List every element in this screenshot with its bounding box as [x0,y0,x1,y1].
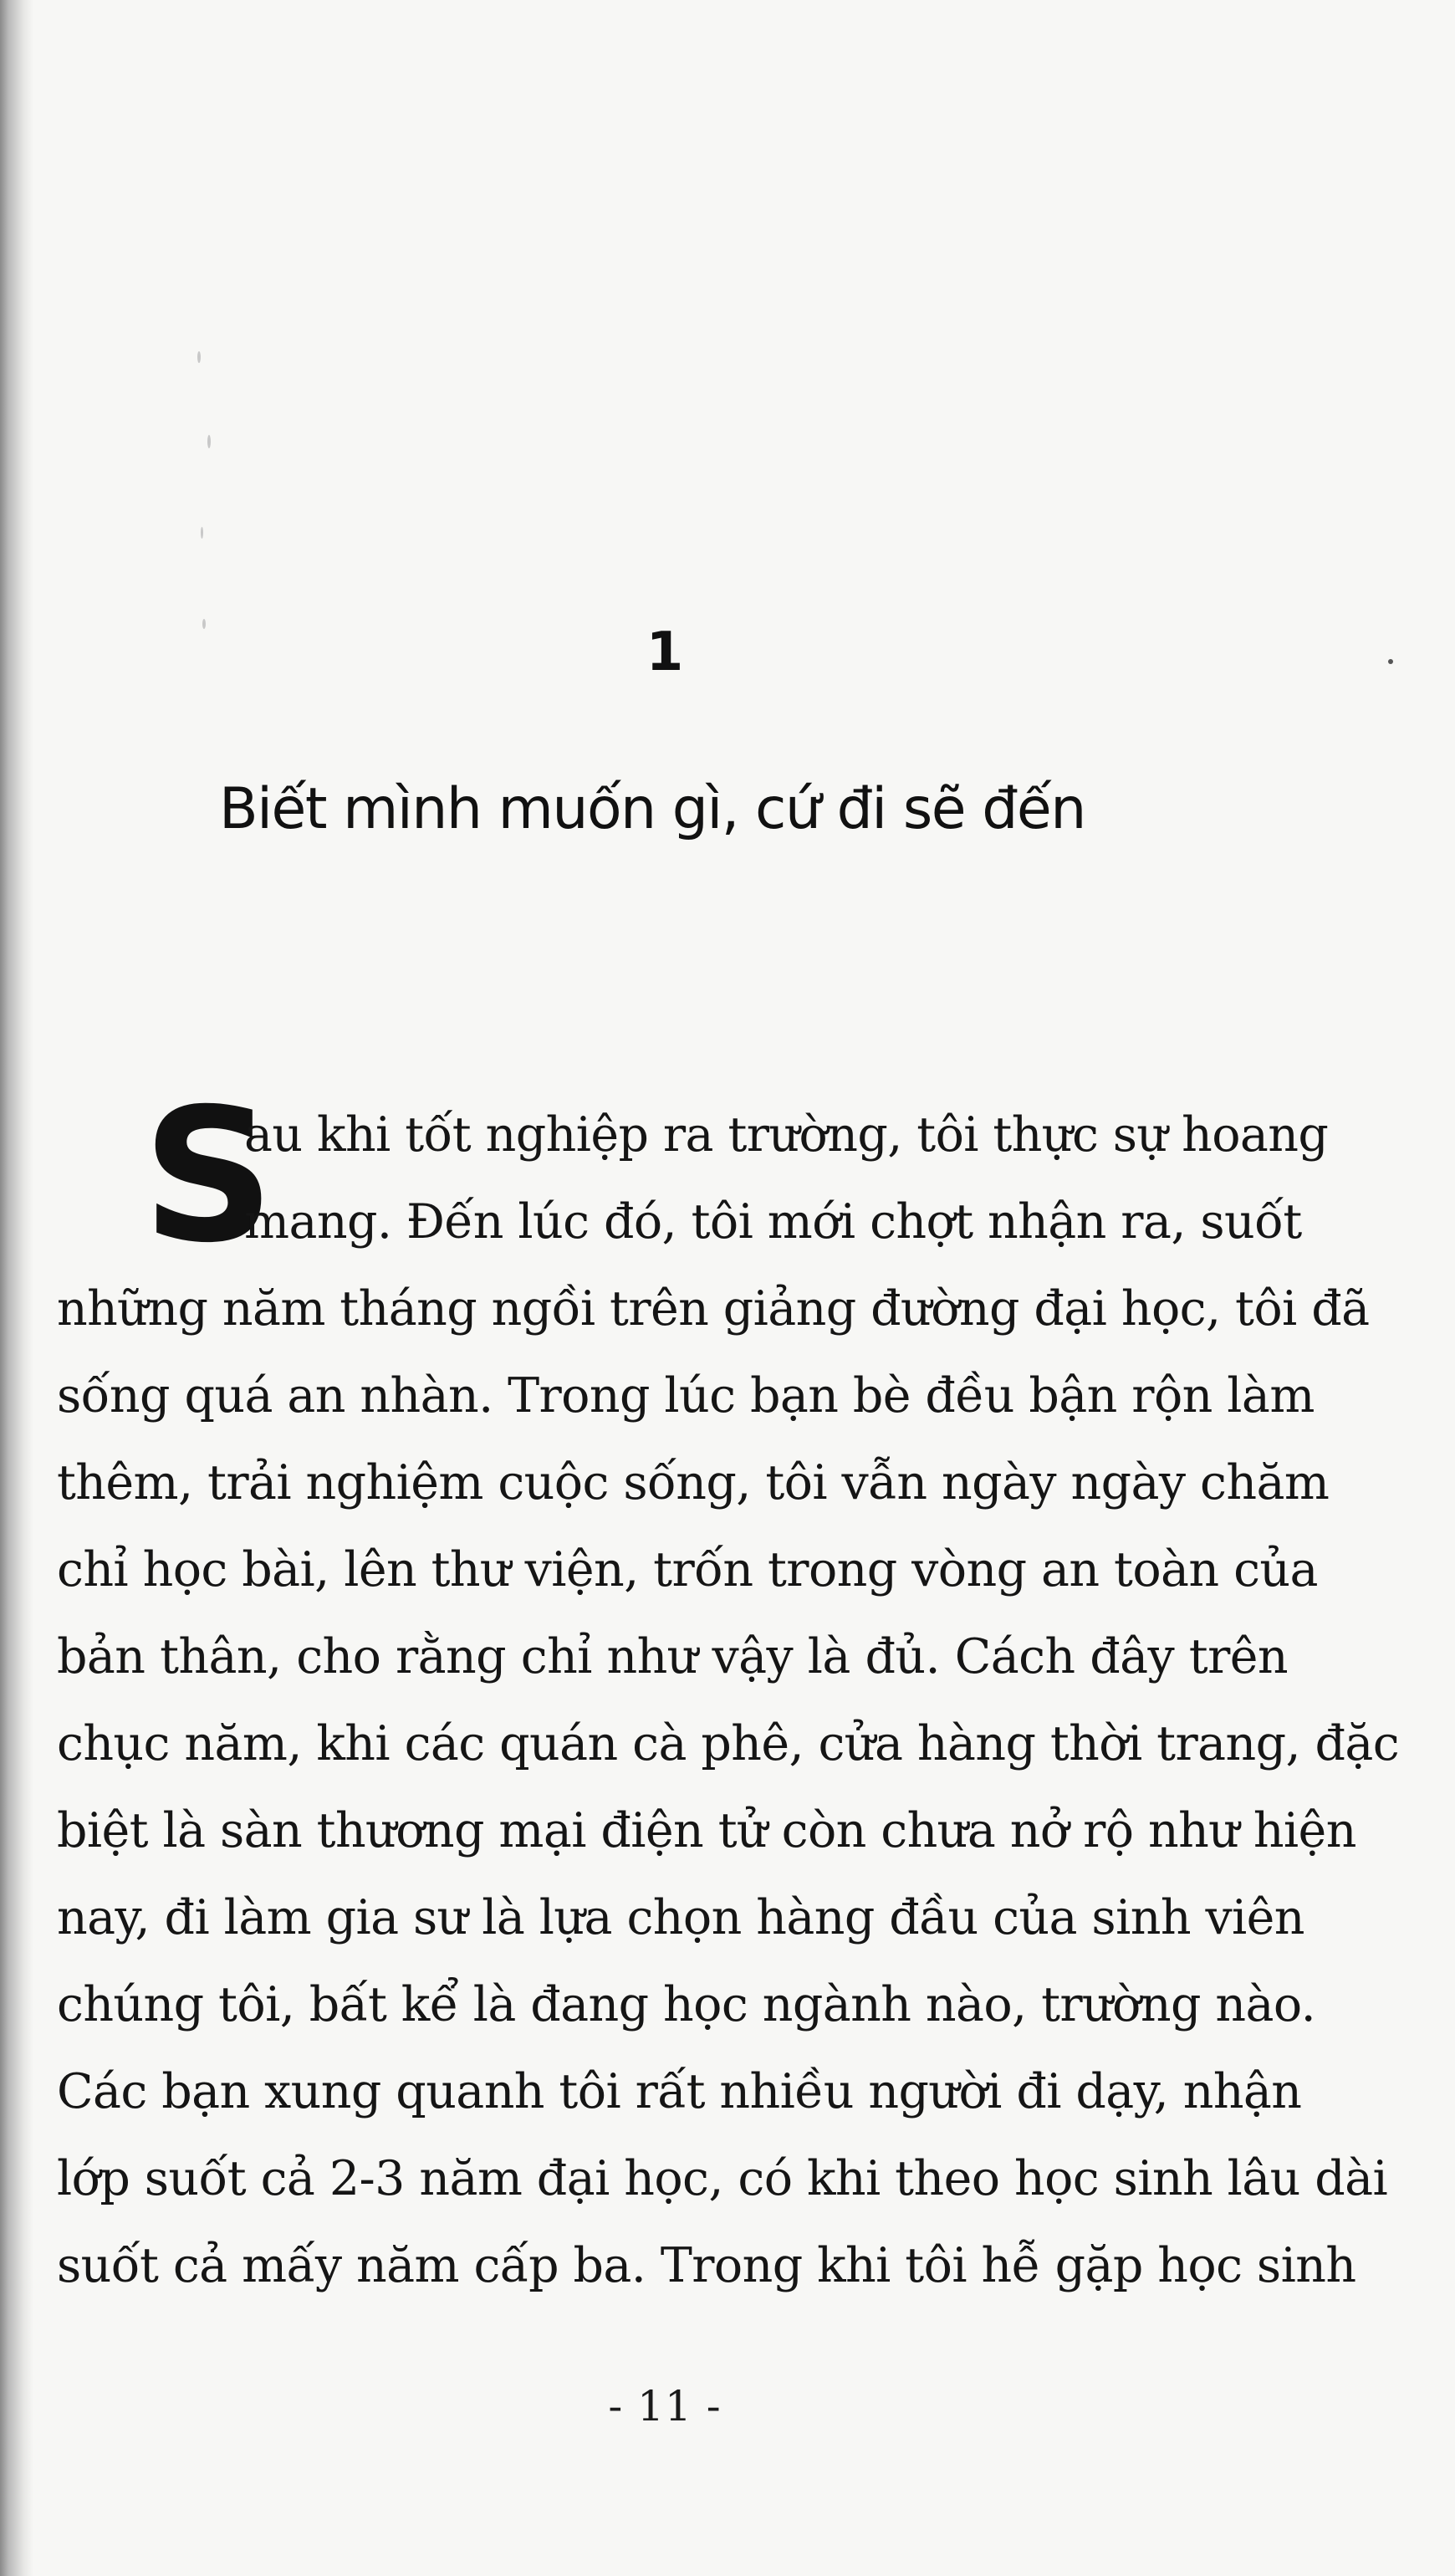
scan-speck [201,527,203,539]
paragraph-line: Các bạn xung quanh tôi rất nhiều người đi dạy, nhận [57,2064,1302,2119]
scan-speck [207,435,211,448]
chapter-title: Biết mình muốn gì, cứ đi sẽ đến [219,776,1085,842]
page-binding-shadow [0,0,33,2576]
scan-speck [197,351,201,363]
paragraph-line: suốt cả mấy năm cấp ba. Trong khi tôi hễ gặp học sinh [57,2238,1356,2293]
paragraph-line: sống quá an nhàn. Trong lúc bạn bè đều bận rộn làm [57,1368,1315,1423]
paragraph-line: biệt là sàn thương mại điện tử còn chưa nở rộ như hiện [57,1803,1356,1858]
paragraph-line: chỉ học bài, lên thư viện, trốn trong vòng an toàn của [57,1542,1318,1597]
chapter-number: 1 [646,621,684,683]
paragraph-line: lớp suốt cả 2-3 năm đại học, có khi theo học sinh lâu dài [57,2151,1388,2206]
paragraph-line: những năm tháng ngồi trên giảng đường đại học, tôi đã [57,1281,1370,1337]
paragraph-line: bản thân, cho rằng chỉ như vậy là đủ. Cách đây trên [57,1629,1288,1684]
drop-cap-letter: S [142,1069,275,1283]
paragraph-line: au khi tốt nghiệp ra trường, tôi thực sự hoang [244,1107,1329,1163]
page-number: - 11 - [608,2382,722,2430]
paragraph-line: mang. Đến lúc đó, tôi mới chợt nhận ra, suốt [244,1194,1302,1250]
paragraph-line: thêm, trải nghiệm cuộc sống, tôi vẫn ngày ngày chăm [57,1455,1330,1510]
paragraph-line: chục năm, khi các quán cà phê, cửa hàng thời trang, đặc [57,1716,1400,1771]
paragraph-line: nay, đi làm gia sư là lựa chọn hàng đầu của sinh viên [57,1890,1304,1945]
scan-speck [1388,659,1393,664]
paragraph-line: chúng tôi, bất kể là đang học ngành nào, trường nào. [57,1977,1316,2032]
